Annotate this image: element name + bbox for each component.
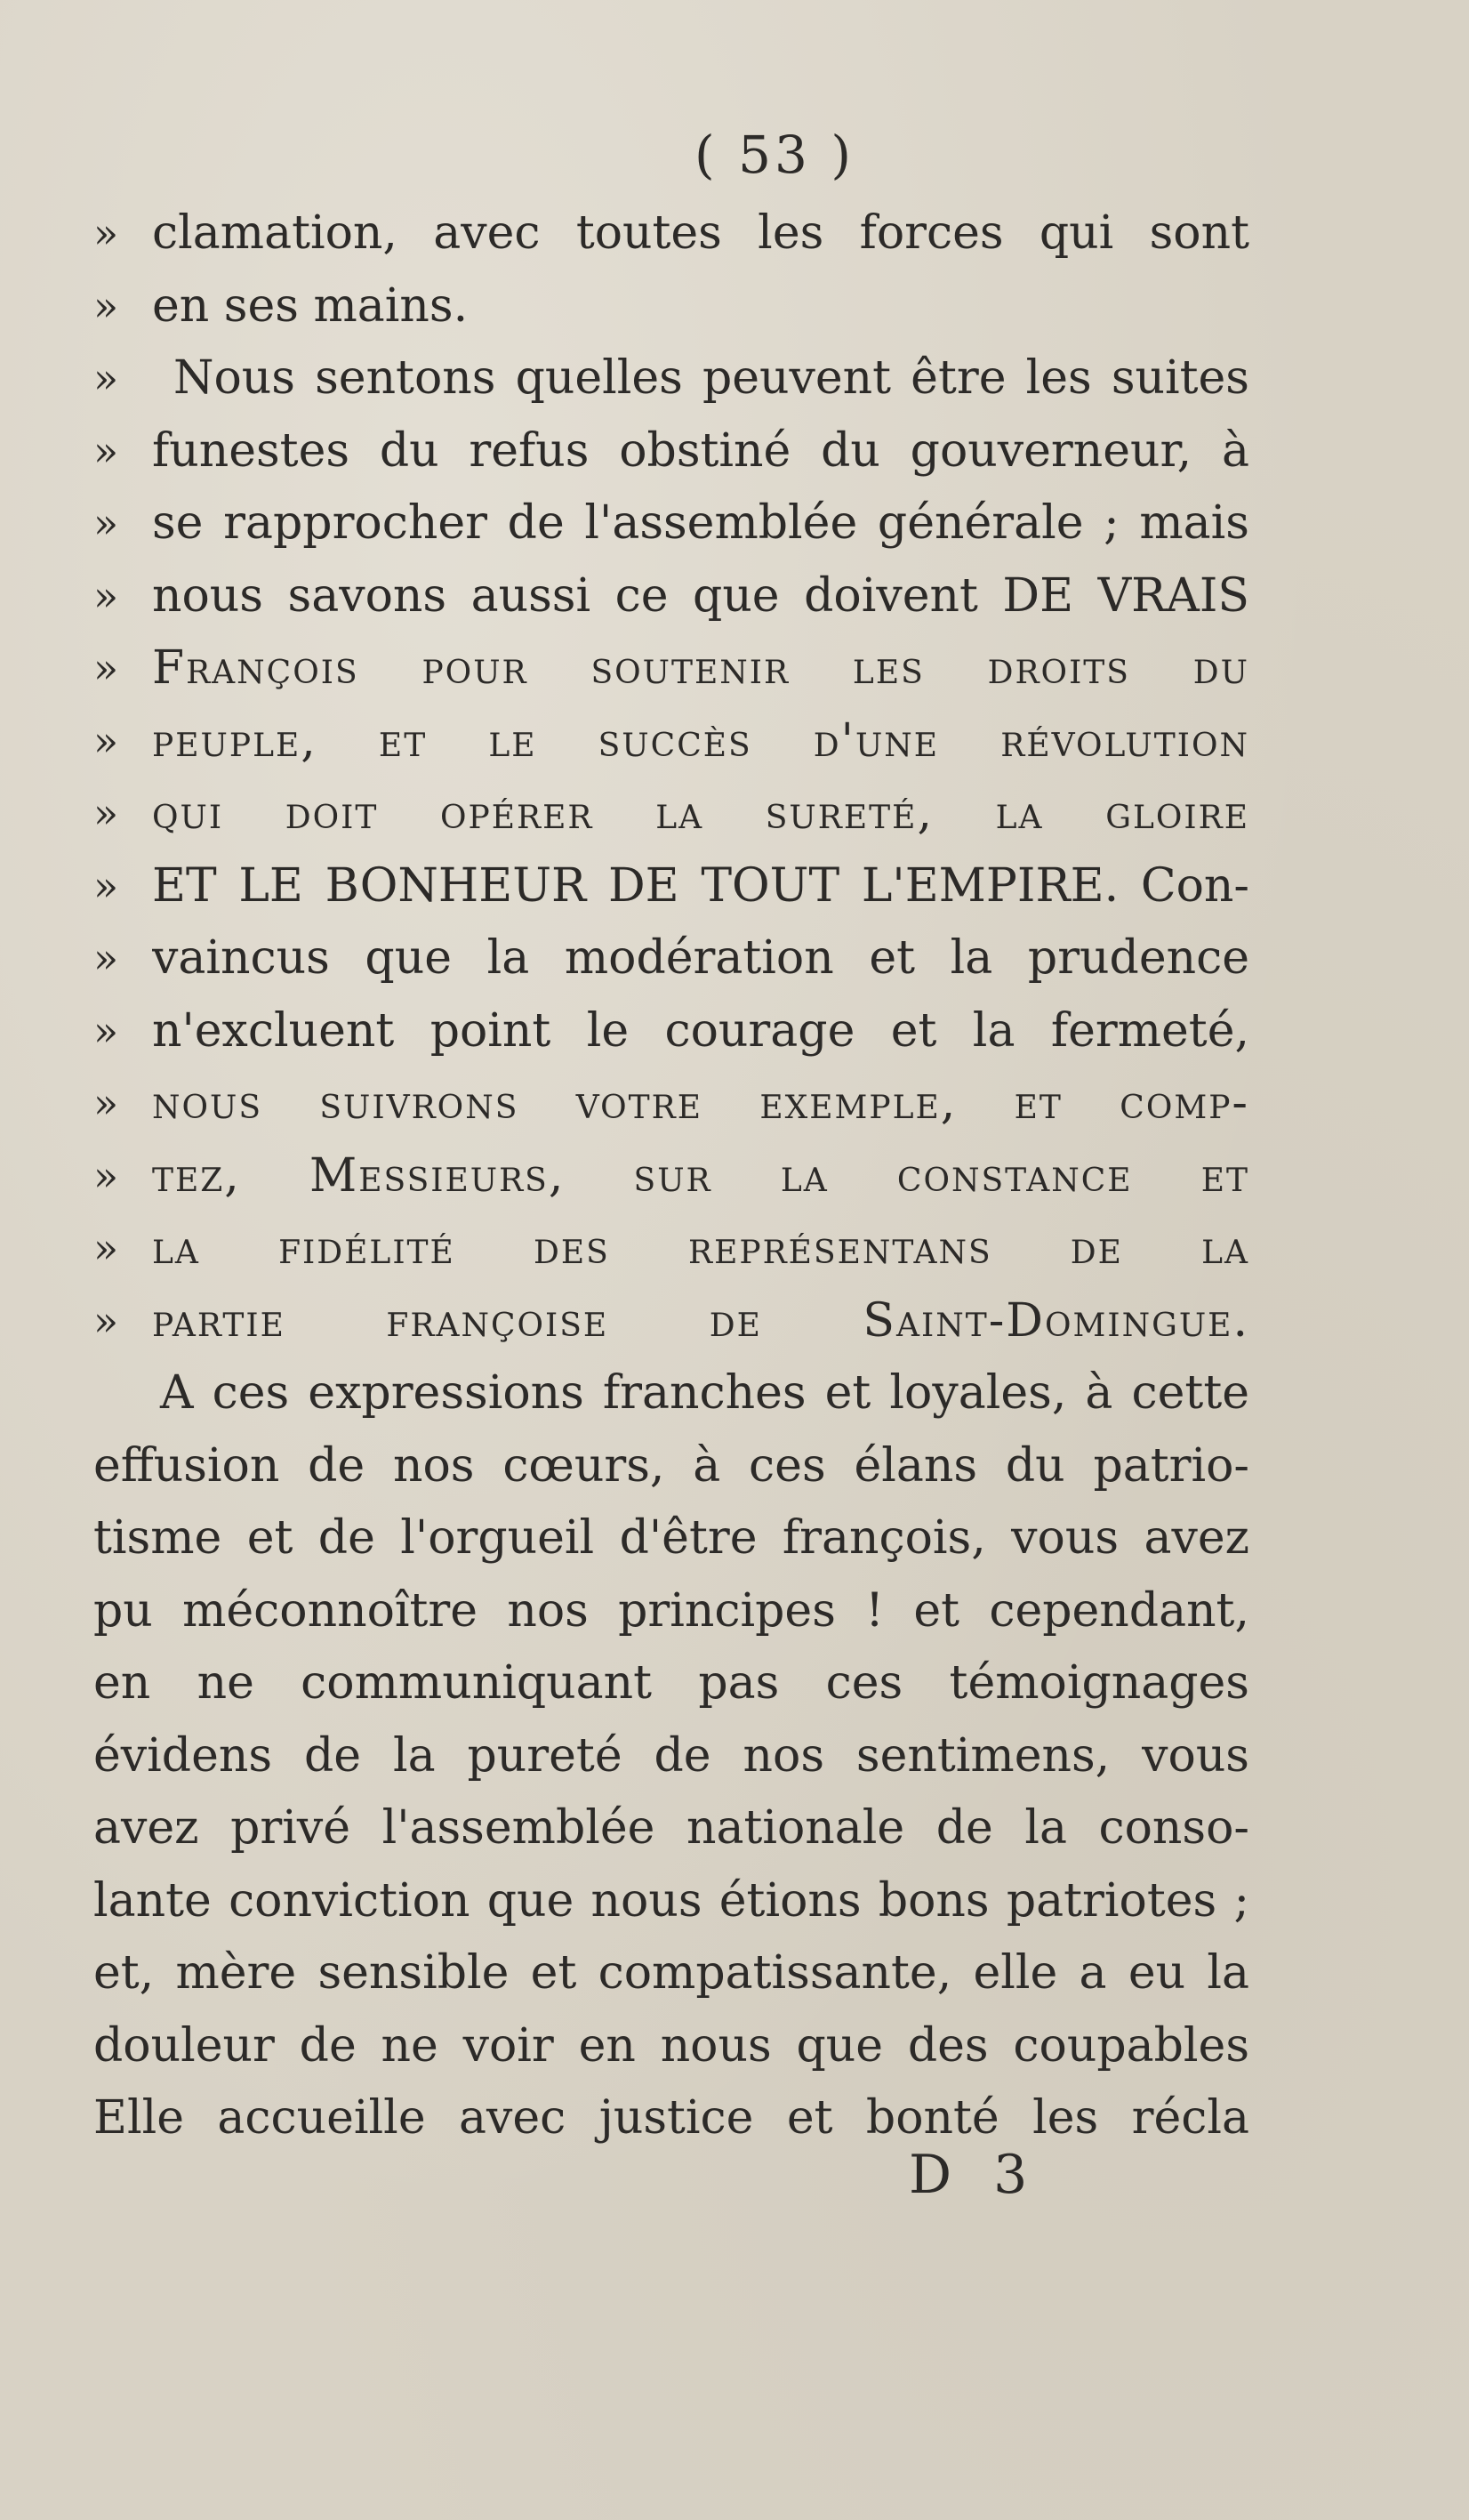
text-line xyxy=(93,415,1249,488)
line-text: en ses mains. xyxy=(152,278,469,333)
quote-mark: » xyxy=(93,354,119,402)
line-text: la fidélité des représentans de la xyxy=(152,1221,1249,1275)
signature-mark: D 3 xyxy=(909,2144,1040,2206)
line-text: Elle accueille avec justice et bonté les récla xyxy=(93,2091,1249,2145)
line-text: nous suivrons votre exemple, et comp- xyxy=(152,1076,1249,1130)
text-line xyxy=(93,2082,1249,2155)
line-text: nous savons aussi ce que doivent DE VRAIS xyxy=(152,568,1249,623)
text-line xyxy=(93,995,1249,1068)
text-line xyxy=(93,1067,1249,1140)
quote-mark: » xyxy=(93,716,119,765)
quote-mark: » xyxy=(93,1296,119,1345)
line-text: avez privé l'assemblée nationale de la conso- xyxy=(93,1801,1249,1855)
line-text: n'excluent point le courage et la fermeté, xyxy=(152,1003,1249,1058)
quote-mark: » xyxy=(93,1006,119,1055)
line-text: et, mère sensible et compatissante, elle a eu la xyxy=(93,1946,1249,2000)
text-line xyxy=(93,1285,1249,1358)
text-line xyxy=(93,1357,1249,1430)
line-text: pu méconnoître nos principes ! et cependant, xyxy=(93,1583,1249,1638)
line-text: funestes du refus obstiné du gouverneur, à xyxy=(152,423,1249,478)
text-line xyxy=(93,1865,1249,1938)
text-line xyxy=(93,1647,1249,1720)
text-line xyxy=(93,1430,1249,1503)
text-line xyxy=(93,922,1249,995)
text-line xyxy=(93,777,1249,850)
quote-mark: » xyxy=(93,281,119,330)
text-line xyxy=(93,850,1249,923)
line-text: vaincus que la modération et la prudence xyxy=(152,931,1249,985)
body-text xyxy=(93,197,1249,2155)
quote-mark: » xyxy=(93,861,119,910)
text-line xyxy=(93,1212,1249,1285)
line-text: clamation, avec toutes les forces qui sont xyxy=(152,206,1249,260)
line-text: tisme et de l'orgueil d'être françois, vous avez xyxy=(93,1511,1249,1565)
line-text: A ces expressions franches et loyales, à cette xyxy=(160,1366,1249,1420)
line-text: partie françoise de Saint-Domingue. xyxy=(152,1293,1249,1348)
text-line xyxy=(93,1720,1249,1793)
line-text: douleur de ne voir en nous que des coupables xyxy=(93,2018,1249,2073)
text-line xyxy=(93,560,1249,633)
quote-mark: » xyxy=(93,644,119,692)
text-line xyxy=(93,632,1249,705)
line-text: peuple, et le succès d'une révolution xyxy=(152,713,1249,768)
line-text: François pour soutenir les droits du xyxy=(152,641,1249,695)
text-line xyxy=(93,342,1249,415)
line-text: ET LE BONHEUR DE TOUT L'EMPIRE. Con- xyxy=(152,858,1249,913)
text-line xyxy=(93,1792,1249,1865)
text-line xyxy=(93,1937,1249,2010)
line-text: se rapprocher de l'assemblée générale ; mais xyxy=(152,496,1249,550)
text-line xyxy=(93,1502,1249,1575)
text-line xyxy=(93,197,1249,270)
line-text: lante conviction que nous étions bons patriotes ; xyxy=(93,1873,1249,1928)
text-line xyxy=(93,1575,1249,1648)
quote-mark: » xyxy=(93,209,119,257)
quote-mark: » xyxy=(93,934,119,982)
line-text: en ne communiquant pas ces témoignages xyxy=(93,1656,1249,1710)
quote-mark: » xyxy=(93,1151,119,1200)
line-text: effusion de nos cœurs, à ces élans du patrio- xyxy=(93,1438,1249,1493)
quote-mark: » xyxy=(93,1224,119,1272)
text-line xyxy=(93,487,1249,560)
text-line xyxy=(93,270,1249,343)
line-text: tez, Messieurs, sur la constance et xyxy=(152,1148,1249,1203)
quote-mark: » xyxy=(93,571,119,620)
quote-mark: » xyxy=(93,1079,119,1127)
text-line xyxy=(93,2010,1249,2083)
text-line xyxy=(93,705,1249,778)
quote-mark: » xyxy=(93,426,119,475)
line-text: qui doit opérer la sureté, la gloire xyxy=(152,786,1249,840)
page-number: ( 53 ) xyxy=(694,125,855,185)
text-line xyxy=(93,1140,1249,1213)
quote-mark: » xyxy=(93,499,119,547)
quote-mark: » xyxy=(93,789,119,837)
line-text: Nous sentons quelles peuvent être les suites xyxy=(173,351,1249,405)
line-text: évidens de la pureté de nos sentimens, vous xyxy=(93,1728,1249,1783)
